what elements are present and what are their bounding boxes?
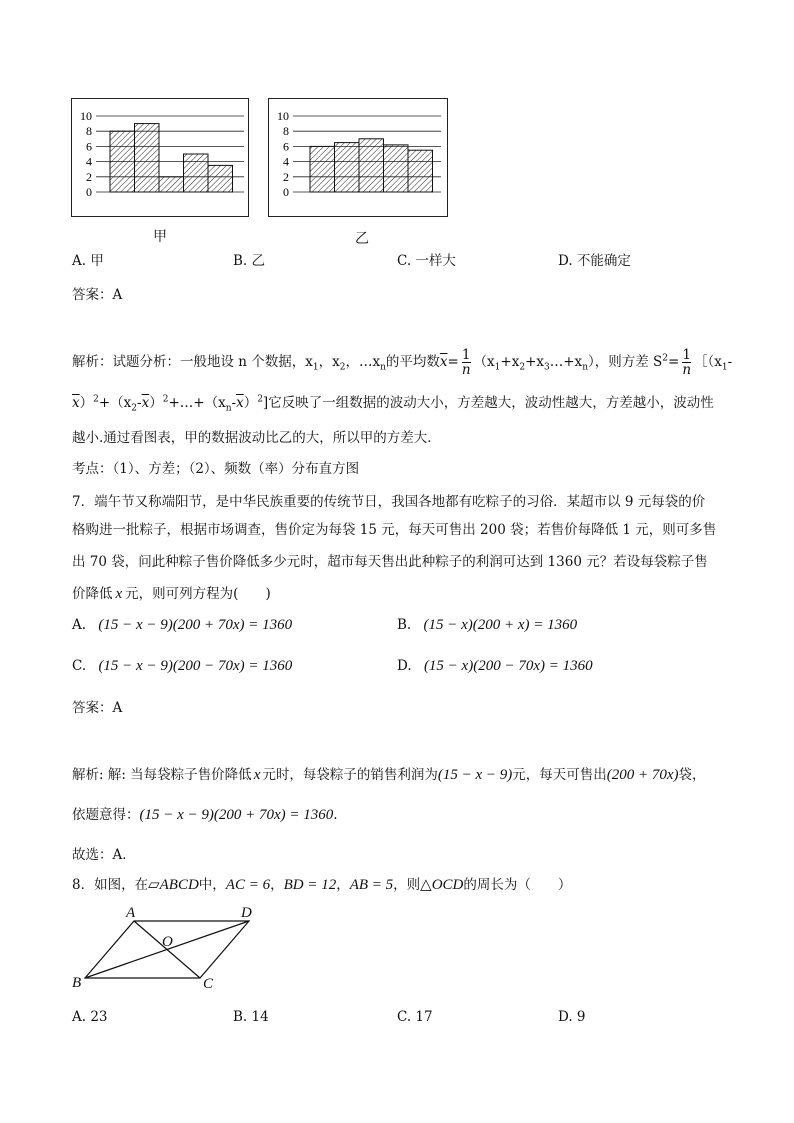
q8-option-d: D. 9 [558,1009,586,1025]
q6-option-a: A. 甲 [72,253,104,269]
y-tick-label: 6 [86,139,92,154]
q7-stem-line1: 7．端午节又称端阳节，是中华民族重要的传统节日，我国各地都有吃粽子的习俗．某超市以 9 元每袋的价 [72,494,706,510]
label-c: C [203,976,214,992]
parallelogram-figure [66,902,266,994]
bar-1 [310,146,335,192]
q6-option-c: C. 一样大 [397,253,456,269]
q8-option-a: A. 23 [72,1009,108,1025]
bar-3 [359,139,384,192]
q7-stem-line3: 出 70 袋，问此种粽子售价降低多少元时，超市每天售出此种粽子的利润可达到 1360 元？若设每袋粽子售 [72,554,708,570]
bar-5 [208,165,233,192]
bar-5 [408,150,433,192]
bar-3 [159,177,184,192]
bar-1 [110,131,135,192]
fraction-1-over-n: $\frac{1}{n}$ [461,347,471,378]
y-tick-label: 10 [277,109,289,123]
y-tick-label: 2 [86,169,92,184]
fraction-1-over-n-2: $\frac{1}{n}$ [682,347,692,378]
y-tick-label: 4 [283,154,289,169]
q7-option-c: C. (15 − x − 9)(200 − 70x) = 1360 [72,658,293,674]
q8-option-b: B. 14 [233,1009,269,1025]
q6-analysis-line2: $\overline{x})^2+(x_2-\overline{x})^2+\dots+(x_n-\overline{x})^2$]它反映了一组数据的波动大小，方差越大，波动性越大，方差越小，波动性 [72,394,714,414]
q6-option-b: B. 乙 [233,253,266,269]
y-tick-label: 0 [86,185,92,199]
q8-option-c: C. 17 [397,1009,433,1025]
q6-analysis-line3: 越小.通过看图表，甲的数据波动比乙的大，所以甲的方差大． [72,430,441,446]
q7-analysis-line1: 解析: 解: 当每袋粽子售价降低 x 元时，每袋粽子的销售利润为(15 − x − 9)元，每天可售出(200 + 70x)袋， [72,767,706,783]
chart-yi-frame [268,98,448,217]
y-tick-label: 2 [283,169,289,184]
y-tick-label: 6 [283,139,289,154]
label-b: B [72,975,82,991]
chart-jia-frame [71,98,249,217]
q6-answer: 答案：A [72,287,123,303]
chart-yi [269,99,447,216]
chart-jia [72,99,248,216]
label-d: D [241,905,252,921]
q7-option-a: A. (15 − x − 9)(200 + 70x) = 1360 [72,617,293,633]
chart-jia-title: 甲 [153,229,167,245]
q6-option-d: D. 不能确定 [558,253,631,269]
y-tick-label: 0 [283,185,289,199]
q6-analysis-line1: 解析：试题分析：一般地设 n 个数据，$x_1$，$x_2$，$\dots x_n$的平均数$\overline{x}=$ $\frac{1}{n}$ $(x_1+x_2+x_3\dots+x_n)$，则方差 $S^2=$ $\frac{1}{n}$ $[(x_1-$ [72,347,733,378]
y-tick-label: 4 [86,154,92,169]
q7-answer: 答案：A [72,700,123,716]
q8-stem: 8．如图，在▱ABCD中，AC = 6，BD = 12，AB = 5，则△OCD的周长为（ ） [72,877,572,893]
chart-yi-title: 乙 [355,231,369,247]
xbar: $\overline{x}$ [439,354,448,370]
y-tick-label: 8 [86,124,92,139]
label-a: A [126,905,136,921]
bar-4 [384,145,409,192]
label-o: O [162,934,173,950]
y-tick-label: 8 [283,124,289,139]
q7-stem-line4: 价降低 x 元，则可列方程为( ) [72,586,271,602]
q7-option-d: D. (15 − x)(200 − 70x) = 1360 [397,658,593,674]
q7-analysis-line3: 故选：A． [72,847,136,863]
bar-2 [135,124,160,192]
bar-4 [184,154,209,192]
q7-analysis-line2: 依题意得：(15 − x − 9)(200 + 70x) = 1360. [72,807,338,823]
q7-stem-line2: 格购进一批粽子，根据市场调查，售价定为每袋 15 元，每天可售出 200 袋；若售价每降低 1 元，则可多售 [72,522,717,538]
q6-kaodian: 考点：（1）、方差；（2）、频数（率）分布直方图 [72,461,360,477]
bar-2 [335,143,360,192]
q7-option-b: B. (15 − x)(200 + x) = 1360 [397,617,578,633]
y-tick-label: 10 [80,109,92,123]
